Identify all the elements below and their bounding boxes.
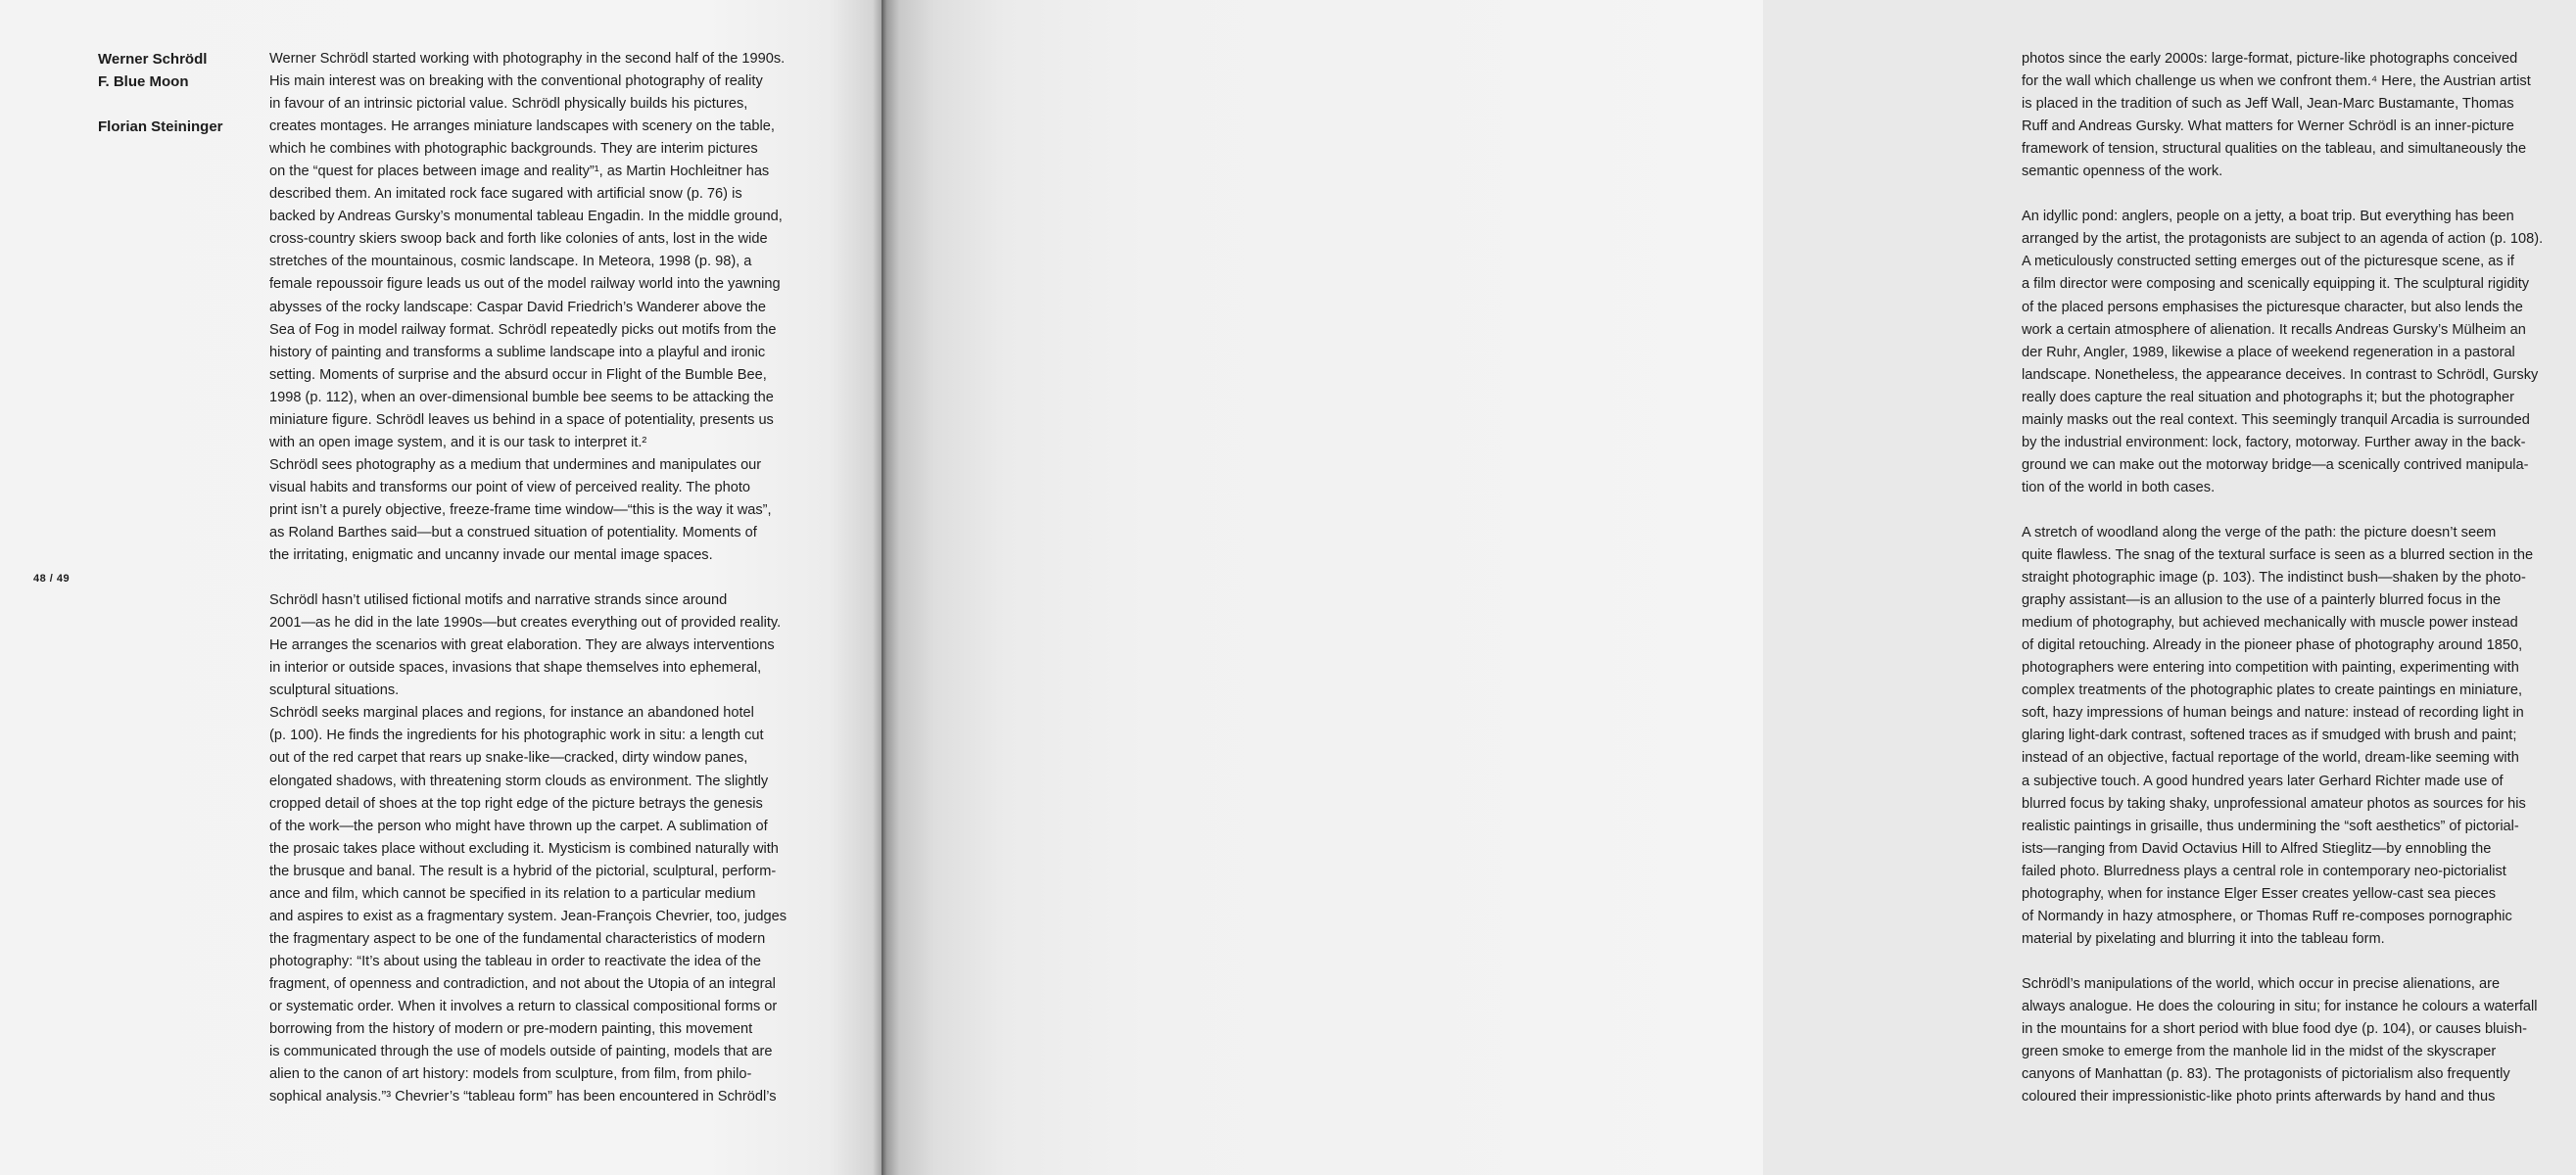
text-line: in the mountains for a short period with blue food dye (p. 104), or causes bluish- bbox=[2022, 1021, 2527, 1038]
paragraph-break bbox=[269, 567, 818, 589]
text-line: photos since the early 2000s: large-format, picture-like photographs conceived bbox=[2022, 51, 2518, 67]
text-line: photography: “It’s about using the tableau in order to reactivate the idea of the bbox=[269, 953, 761, 969]
text-line: ance and film, which cannot be specified in its relation to a particular medium bbox=[269, 885, 756, 902]
text-line: of the work—the person who might have thrown up the carpet. A sublimation of bbox=[269, 818, 768, 834]
text-line: canyons of Manhattan (p. 83). The protagonists of pictorialism also frequently bbox=[2022, 1066, 2510, 1083]
text-line: 2001—as he did in the late 1990s—but creates everything out of provided reality. bbox=[269, 615, 782, 632]
text-line: sophical analysis.”³ Chevrier’s “tableau form” has been encountered in Schrödl’s bbox=[269, 1089, 777, 1105]
text-line: cropped detail of shoes at the top right edge of the picture betrays the genesis bbox=[269, 795, 763, 812]
text-line: in interior or outside spaces, invasions that shape themselves into ephemeral, bbox=[269, 660, 762, 677]
text-line: His main interest was on breaking with the conventional photography of reality bbox=[269, 73, 763, 90]
article-meta bbox=[98, 48, 255, 138]
text-line: print isn’t a purely objective, freeze-frame time window—“this is the way it was”, bbox=[269, 501, 772, 518]
text-line: medium of photography, but achieved mechanically with muscle power instead bbox=[2022, 615, 2518, 632]
text-line: coloured their impressionistic-like photo prints afterwards by hand and thus bbox=[2022, 1089, 2496, 1105]
text-line: Schrödl hasn’t utilised fictional motifs and narrative strands since around bbox=[269, 592, 728, 609]
text-line: is placed in the tradition of such as Jeff Wall, Jean-Marc Bustamante, Thomas bbox=[2022, 96, 2514, 113]
text-line: history of painting and transforms a sublime landscape into a playful and ironic bbox=[269, 344, 766, 360]
text-line: out of the red carpet that rears up snake-like—cracked, dirty window panes, bbox=[269, 750, 748, 767]
article-title: Werner Schrödl bbox=[98, 51, 208, 68]
text-line: An idyllic pond: anglers, people on a jetty, a boat trip. But everything has been bbox=[2022, 209, 2514, 225]
text-line: graphy assistant—is an allusion to the use of a painterly blurred focus in the bbox=[2022, 592, 2502, 609]
text-line: the fragmentary aspect to be one of the fundamental characteristics of modern bbox=[269, 930, 766, 947]
article-subtitle: F. Blue Moon bbox=[98, 73, 189, 90]
text-line: described them. An imitated rock face sugared with artificial snow (p. 76) is bbox=[269, 186, 742, 203]
text-line: fragment, of openness and contradiction, and not about the Utopia of an integral bbox=[269, 975, 776, 992]
text-line: mainly masks out the real context. This seemingly tranquil Arcadia is surrounded bbox=[2022, 411, 2530, 428]
text-line: abysses of the rocky landscape: Caspar David Friedrich’s Wanderer above the bbox=[269, 299, 766, 315]
text-line: ground we can make out the motorway bridge—a scenically contrived manipula- bbox=[2022, 456, 2529, 473]
paragraph-break bbox=[2022, 183, 2576, 206]
text-line: always analogue. He does the colouring in situ; for instance he colours a waterfall bbox=[2022, 998, 2538, 1014]
text-line: A stretch of woodland along the verge of the path: the picture doesn’t seem bbox=[2022, 524, 2497, 540]
text-line: the brusque and banal. The result is a hybrid of the pictorial, sculptural, perform- bbox=[269, 863, 777, 879]
text-line: alien to the canon of art history: models from sculpture, from film, from philo- bbox=[269, 1066, 752, 1083]
text-line: complex treatments of the photographic plates to create paintings en miniature, bbox=[2022, 682, 2523, 699]
text-line: failed photo. Blurredness plays a central role in contemporary neo-pictorialist bbox=[2022, 863, 2506, 879]
text-line: A meticulously constructed setting emerges out of the picturesque scene, as if bbox=[2022, 254, 2514, 270]
text-line: with an open image system, and it is our task to interpret it.² bbox=[269, 434, 647, 450]
text-line: semantic openness of the work. bbox=[2022, 164, 2223, 180]
text-line: tion of the world in both cases. bbox=[2022, 479, 2216, 495]
text-line: backed by Andreas Gursky’s monumental tableau Engadin. In the middle ground, bbox=[269, 209, 783, 225]
text-line: female repoussoir figure leads us out of the model railway world into the yawning bbox=[269, 276, 781, 293]
text-line: really does capture the real situation and photographs it; but the photographer bbox=[2022, 389, 2515, 405]
text-line: instead of an objective, factual reportage of the world, dream-like seeming with bbox=[2022, 750, 2519, 767]
text-line: borrowing from the history of modern or pre-modern painting, this movement bbox=[269, 1021, 753, 1038]
text-line: realistic paintings in grisaille, thus undermining the “soft aesthetics” of pictorial- bbox=[2022, 818, 2519, 834]
text-line: which he combines with photographic backgrounds. They are interim pictures bbox=[269, 141, 758, 158]
text-line: Schrödl’s manipulations of the world, which occur in precise alienations, are bbox=[2022, 975, 2501, 992]
text-line: visual habits and transforms our point of view of perceived reality. The photo bbox=[269, 479, 751, 495]
text-line: green smoke to emerge from the manhole lid in the midst of the skyscraper bbox=[2022, 1044, 2497, 1060]
text-line: Werner Schrödl started working with photography in the second half of the 1990s. bbox=[269, 51, 786, 67]
text-line: stretches of the mountainous, cosmic landscape. In Meteora, 1998 (p. 98), a bbox=[269, 254, 752, 270]
text-line: of digital retouching. Already in the pioneer phase of photography around 1850, bbox=[2022, 637, 2523, 654]
text-line: blurred focus by taking shaky, unprofessional amateur photos as sources for his bbox=[2022, 795, 2526, 812]
text-line: setting. Moments of surprise and the absurd occur in Flight of the Bumble Bee, bbox=[269, 366, 767, 383]
text-line: the prosaic takes place without excluding it. Mysticism is combined naturally with bbox=[269, 840, 779, 857]
text-line: miniature figure. Schrödl leaves us behind in a space of potentiality, presents us bbox=[269, 411, 774, 428]
text-line: Ruff and Andreas Gursky. What matters for Werner Schrödl is an inner-picture bbox=[2022, 118, 2514, 135]
text-line: sculptural situations. bbox=[269, 682, 400, 699]
page-number: 48 / 49 bbox=[33, 573, 71, 585]
text-line: He arranges the scenarios with great elaboration. They are always interventions bbox=[269, 637, 775, 654]
text-line: of the placed persons emphasises the picturesque character, but also lends the bbox=[2022, 299, 2523, 315]
left-text-column bbox=[269, 48, 818, 1108]
text-line: a film director were composing and scenically equipping it. The sculptural rigidity bbox=[2022, 276, 2530, 293]
text-line: photography, when for instance Elger Esser creates yellow-cast sea pieces bbox=[2022, 885, 2497, 902]
left-page bbox=[0, 0, 882, 1175]
text-line: 1998 (p. 112), when an over-dimensional bumble bee seems to be attacking the bbox=[269, 389, 774, 405]
text-line: as Roland Barthes said—but a construed situation of potentiality. Moments of bbox=[269, 524, 757, 540]
text-line: or systematic order. When it involves a return to classical compositional forms or bbox=[269, 998, 778, 1014]
text-line: elongated shadows, with threatening storm clouds as environment. The slightly bbox=[269, 773, 769, 789]
text-line: cross-country skiers swoop back and forth like colonies of ants, lost in the wide bbox=[269, 231, 768, 248]
text-line: on the “quest for places between image and reality”¹, as Martin Hochleitner has bbox=[269, 164, 770, 180]
text-line: Schrödl seeks marginal places and regions, for instance an abandoned hotel bbox=[269, 705, 754, 722]
paragraph-break bbox=[2022, 951, 2576, 973]
right-text-column bbox=[2022, 48, 2576, 1108]
text-line: is communicated through the use of models outside of painting, models that are bbox=[269, 1044, 773, 1060]
text-line: of Normandy in hazy atmosphere, or Thomas Ruff re-composes pornographic bbox=[2022, 908, 2512, 924]
text-line: creates montages. He arranges miniature landscapes with scenery on the table, bbox=[269, 118, 775, 135]
text-line: by the industrial environment: lock, factory, motorway. Further away in the back- bbox=[2022, 434, 2526, 450]
text-line: work a certain atmosphere of alienation. It recalls Andreas Gursky’s Mülheim an bbox=[2022, 321, 2526, 338]
text-line: in favour of an intrinsic pictorial value. Schrödl physically builds his pictures, bbox=[269, 96, 748, 113]
paragraph-break bbox=[2022, 499, 2576, 522]
text-line: straight photographic image (p. 103). The indistinct bush—shaken by the photo- bbox=[2022, 570, 2526, 587]
text-line: (p. 100). He finds the ingredients for his photographic work in situ: a length cut bbox=[269, 728, 764, 744]
right-page bbox=[882, 0, 2544, 1175]
text-line: quite flawless. The snag of the textural surface is seen as a blurred section in the bbox=[2022, 547, 2534, 564]
text-line: and aspires to exist as a fragmentary system. Jean-François Chevrier, too, judges bbox=[269, 908, 787, 924]
text-line: Sea of Fog in model railway format. Schrödl repeatedly picks out motifs from the bbox=[269, 321, 777, 338]
text-line: ists—ranging from David Octavius Hill to Alfred Stieglitz—by ennobling the bbox=[2022, 840, 2492, 857]
text-line: arranged by the artist, the protagonists are subject to an agenda of action (p. 108). bbox=[2022, 231, 2544, 248]
text-line: glaring light-dark contrast, softened traces as if smudged with brush and paint; bbox=[2022, 728, 2517, 744]
article-author: Florian Steininger bbox=[98, 118, 223, 135]
text-line: for the wall which challenge us when we confront them.⁴ Here, the Austrian artist bbox=[2022, 73, 2531, 90]
text-line: photographers were entering into competition with painting, experimenting with bbox=[2022, 660, 2519, 677]
text-line: der Ruhr, Angler, 1989, likewise a place of weekend regeneration in a pastoral bbox=[2022, 344, 2515, 360]
text-line: the irritating, enigmatic and uncanny invade our mental image spaces. bbox=[269, 547, 713, 564]
text-line: framework of tension, structural qualities on the tableau, and simultaneously the bbox=[2022, 141, 2527, 158]
text-line: soft, hazy impressions of human beings and nature: instead of recording light in bbox=[2022, 705, 2524, 722]
text-line: landscape. Nonetheless, the appearance deceives. In contrast to Schrödl, Gursky bbox=[2022, 366, 2539, 383]
text-line: Schrödl sees photography as a medium that undermines and manipulates our bbox=[269, 456, 762, 473]
text-line: a subjective touch. A good hundred years later Gerhard Richter made use of bbox=[2022, 773, 2504, 789]
text-line: material by pixelating and blurring it into the tableau form. bbox=[2022, 930, 2385, 947]
